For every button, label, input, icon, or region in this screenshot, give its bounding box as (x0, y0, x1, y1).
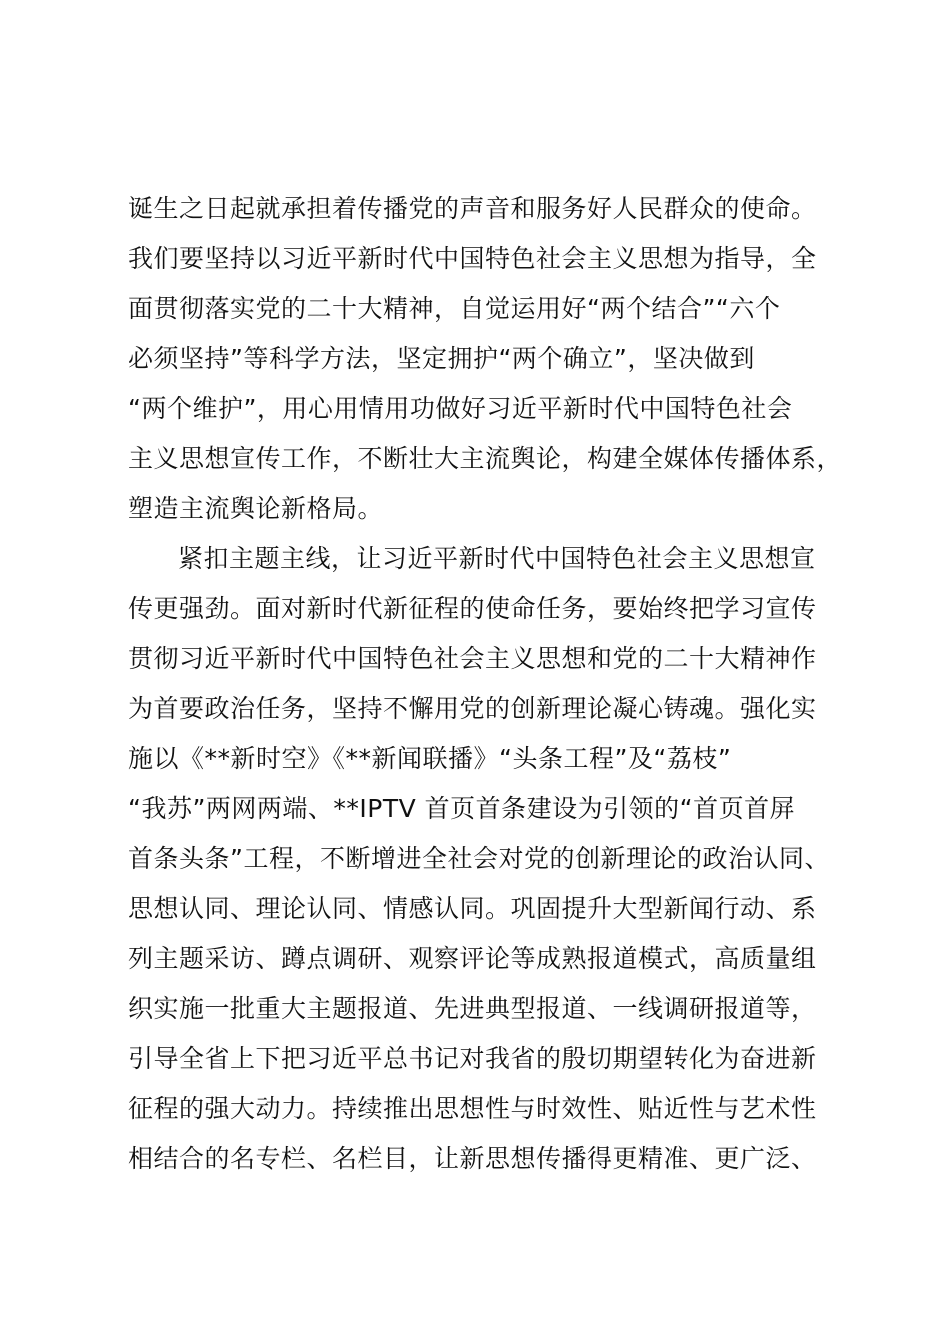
text-line: 面贯彻落实党的二十大精神，自觉运用好“两个结合”“六个 (128, 294, 781, 323)
paragraph-1 (128, 184, 848, 534)
text-line: 必须坚持”等科学方法，坚定拥护“两个确立”，坚决做到 (128, 344, 755, 373)
text-line: 施以《**新时空》《**新闻联播》“头条工程”及“荔枝” (128, 744, 732, 773)
text-line: 贯彻习近平新时代中国特色社会主义思想和党的二十大精神作 (128, 644, 817, 673)
text-line: 织实施一批重大主题报道、先进典型报道、一线调研报道等， (128, 994, 817, 1023)
paragraph-2 (128, 534, 848, 1184)
text-line: 主义思想宣传工作，不断壮大主流舆论，构建全媒体传播体系， (128, 444, 843, 473)
text-line: “我苏”两网两端、**IPTV 首页首条建设为引领的“首页首屏 (128, 794, 796, 823)
text-line: “两个维护”，用心用情用功做好习近平新时代中国特色社会 (128, 394, 793, 423)
text-line: 塑造主流舆论新格局。 (128, 494, 384, 523)
text-line: 为首要政治任务，坚持不懈用党的创新理论凝心铸魂。强化实 (128, 694, 817, 723)
text-line: 首条头条”工程，不断增进全社会对党的创新理论的政治认同、 (128, 844, 830, 873)
body-text (128, 184, 848, 1184)
text-line: 引导全省上下把习近平总书记对我省的殷切期望转化为奋进新 (128, 1044, 817, 1073)
text-line: 我们要坚持以习近平新时代中国特色社会主义思想为指导，全 (128, 244, 817, 273)
text-line: 传更强劲。面对新时代新征程的使命任务，要始终把学习宣传 (128, 594, 817, 623)
text-line: 相结合的名专栏、名栏目，让新思想传播得更精准、更广泛、 (128, 1144, 817, 1173)
text-line: 思想认同、理论认同、情感认同。巩固提升大型新闻行动、系 (128, 894, 817, 923)
text-line: 紧扣主题主线，让习近平新时代中国特色社会主义思想宣 (178, 544, 816, 573)
text-line: 征程的强大动力。持续推出思想性与时效性、贴近性与艺术性 (128, 1094, 817, 1123)
text-line: 诞生之日起就承担着传播党的声音和服务好人民群众的使命。 (128, 194, 817, 223)
text-line: 列主题采访、蹲点调研、观察评论等成熟报道模式，高质量组 (128, 944, 817, 973)
